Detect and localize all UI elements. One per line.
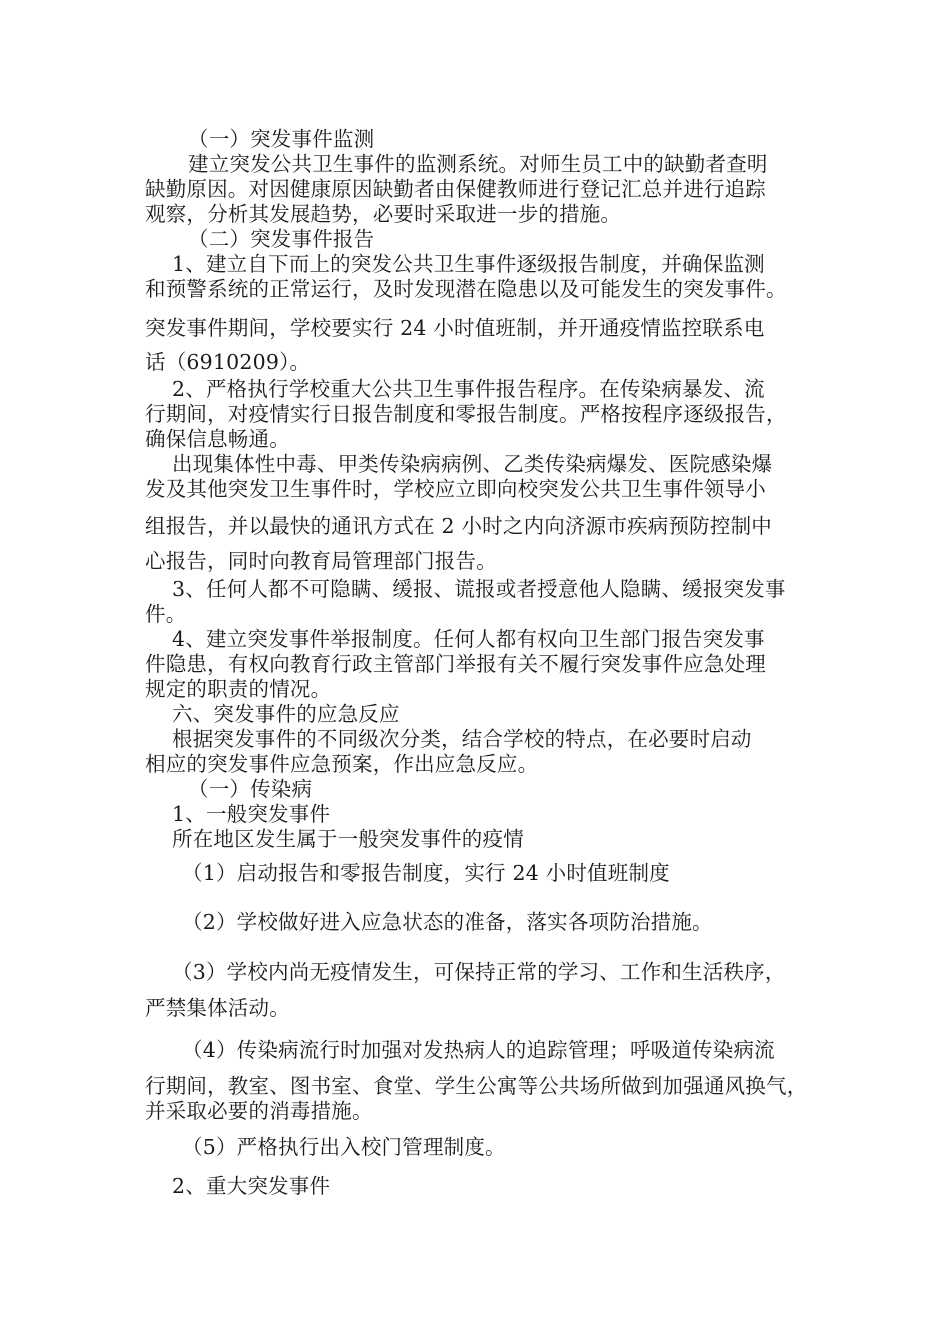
paragraph-line: 相应的突发事件应急预案，作出应急反应。 <box>145 752 539 776</box>
paragraph-line: 3、任何人都不可隐瞒、缓报、谎报或者授意他人隐瞒、缓报突发事 <box>172 577 786 601</box>
paragraph-line: 缺勤原因。对因健康原因缺勤者由保健教师进行登记汇总并进行追踪 <box>145 177 766 201</box>
heading-emergency-response: 六、突发事件的应急反应 <box>172 702 400 726</box>
paragraph-line: 件隐患，有权向教育行政主管部门举报有关不履行突发事件应急处理 <box>145 652 766 676</box>
heading-infectious-disease: （一）传染病 <box>188 777 313 801</box>
heading-major-event: 2、重大突发事件 <box>172 1174 331 1198</box>
paragraph-line: 行期间，教室、图书室、食堂、学生公寓等公共场所做到加强通风换气， <box>145 1074 808 1098</box>
list-item: （3）学校内尚无疫情发生，可保持正常的学习、工作和生活秩序， <box>172 960 786 984</box>
paragraph-line: 4、建立突发事件举报制度。任何人都有权向卫生部门报告突发事 <box>172 627 765 651</box>
list-item: （2）学校做好进入应急状态的准备，落实各项防治措施。 <box>182 910 713 934</box>
paragraph-line: 所在地区发生属于一般突发事件的疫情 <box>172 827 524 851</box>
paragraph-line: 发及其他突发卫生事件时，学校应立即向校突发公共卫生事件领导小 <box>145 477 766 501</box>
paragraph-line: 严禁集体活动。 <box>145 996 290 1020</box>
paragraph-line: 规定的职责的情况。 <box>145 677 332 701</box>
paragraph-line: 和预警系统的正常运行，及时发现潜在隐患以及可能发生的突发事件。 <box>145 277 787 301</box>
paragraph-line: 突发事件期间，学校要实行 24 小时值班制，并开通疫情监控联系电 <box>145 316 765 340</box>
paragraph-line: 并采取必要的消毒措施。 <box>145 1099 373 1123</box>
paragraph-line: 根据突发事件的不同级次分类，结合学校的特点，在必要时启动 <box>172 727 752 751</box>
list-item: （5）严格执行出入校门管理制度。 <box>182 1135 506 1159</box>
paragraph-line: 观察，分析其发展趋势，必要时采取进一步的措施。 <box>145 202 622 226</box>
paragraph-line: 件。 <box>145 602 187 626</box>
paragraph-line: 出现集体性中毒、甲类传染病病例、乙类传染病爆发、医院感染爆 <box>172 452 773 476</box>
paragraph-line: 建立突发公共卫生事件的监测系统。对师生员工中的缺勤者查明 <box>188 152 768 176</box>
heading-report: （二）突发事件报告 <box>188 227 375 251</box>
paragraph-line: 心报告，同时向教育局管理部门报告。 <box>145 549 497 573</box>
paragraph-line: 组报告，并以最快的通讯方式在 2 小时之内向济源市疾病预防控制中 <box>145 514 772 538</box>
list-item: （4）传染病流行时加强对发热病人的追踪管理；呼吸道传染病流 <box>182 1038 775 1062</box>
paragraph-line: 2、严格执行学校重大公共卫生事件报告程序。在传染病暴发、流 <box>172 377 765 401</box>
list-item: （1）启动报告和零报告制度，实行 24 小时值班制度 <box>182 861 670 885</box>
paragraph-line: 行期间，对疫情实行日报告制度和零报告制度。严格按程序逐级报告， <box>145 402 787 426</box>
paragraph-line: 1、建立自下而上的突发公共卫生事件逐级报告制度，并确保监测 <box>172 252 765 276</box>
paragraph-line: 话（6910209）。 <box>145 350 311 374</box>
heading-monitoring: （一）突发事件监测 <box>188 127 375 151</box>
paragraph-line: 确保信息畅通。 <box>145 427 290 451</box>
heading-general-event: 1、一般突发事件 <box>172 802 331 826</box>
